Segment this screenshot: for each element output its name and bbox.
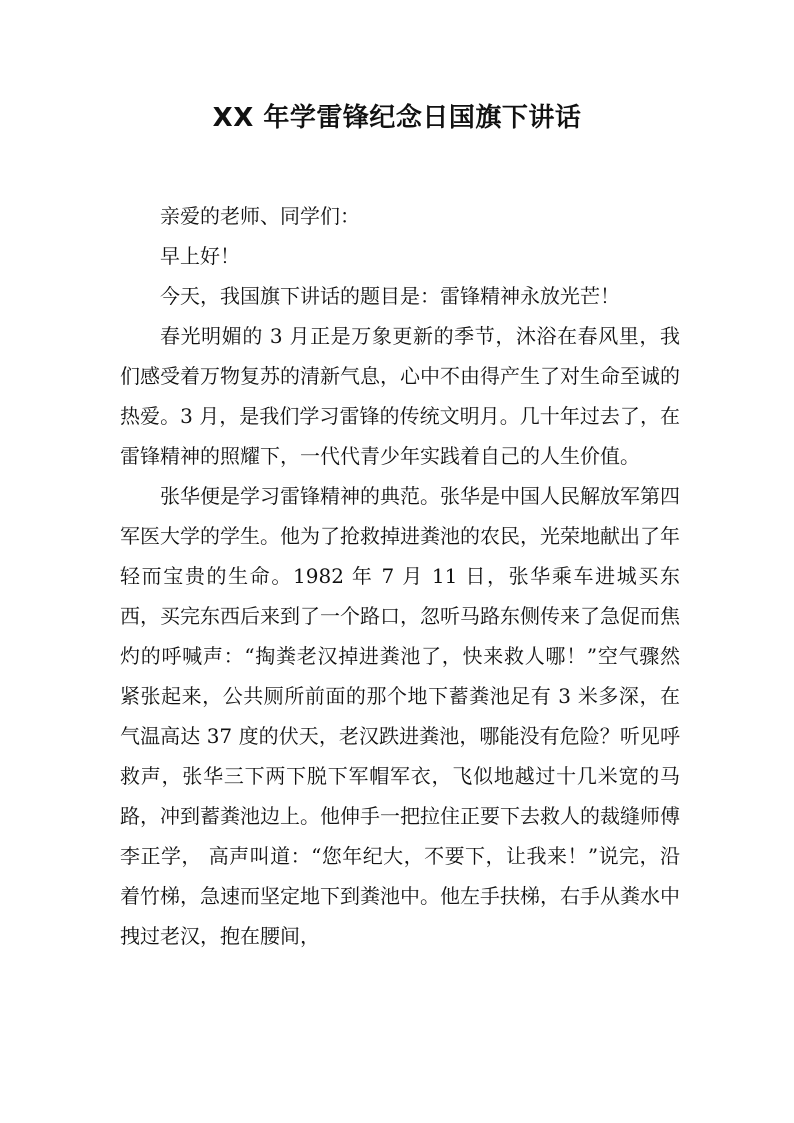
body-paragraph: 张华便是学习雷锋精神的典范。张华是中国人民解放军第四军医大学的学生。他为了抢救掉进粪池的农民，光荣地献出了年轻而宝贵的生命。1982 年 7 月 11 日，张华乘车进城买东西，买完东西后来到了一个路口，忽听马路东侧传来了急促而焦灼的呼喊声：“掏粪老汉掉进粪池了，快来救人哪！”空气骤然紧张起来，公共厕所前面的那个地下蓄粪池足有 3 米多深，在气温高达 37 度的伏天，老汉跌进粪池，哪能没有危险？听见呼救声，张华三下两下脱下军帽军衣，飞似地越过十几米宽的马路，冲到蓄粪池边上。他伸手一把拉住正要下去救人的裁缝师傅李正学， 高声叫道：“您年纪大，不要下，让我来！”说完，沿着竹梯，急速而坚定地下到粪池中。他左手扶梯，右手从粪水中拽过老汉，抱在腰间，: [120, 484, 680, 948]
greeting-paragraph: 早上好！: [160, 244, 240, 268]
document-body: [120, 196, 680, 956]
salutation-paragraph: 亲爱的老师、同学们：: [160, 204, 360, 228]
document-title: XX 年学雷锋纪念日国旗下讲话: [212, 103, 582, 133]
body-paragraph: 春光明媚的 3 月正是万象更新的季节，沐浴在春风里，我们感受着万物复苏的清新气息，心中不由得产生了对生命至诚的热爱。3 月，是我们学习雷锋的传统文明月。几十年过去了，在雷锋精神的照耀下，一代代青少年实践着自己的人生价值。: [120, 324, 680, 468]
topic-paragraph: 今天，我国旗下讲话的题目是：雷锋精神永放光芒！: [160, 284, 620, 308]
